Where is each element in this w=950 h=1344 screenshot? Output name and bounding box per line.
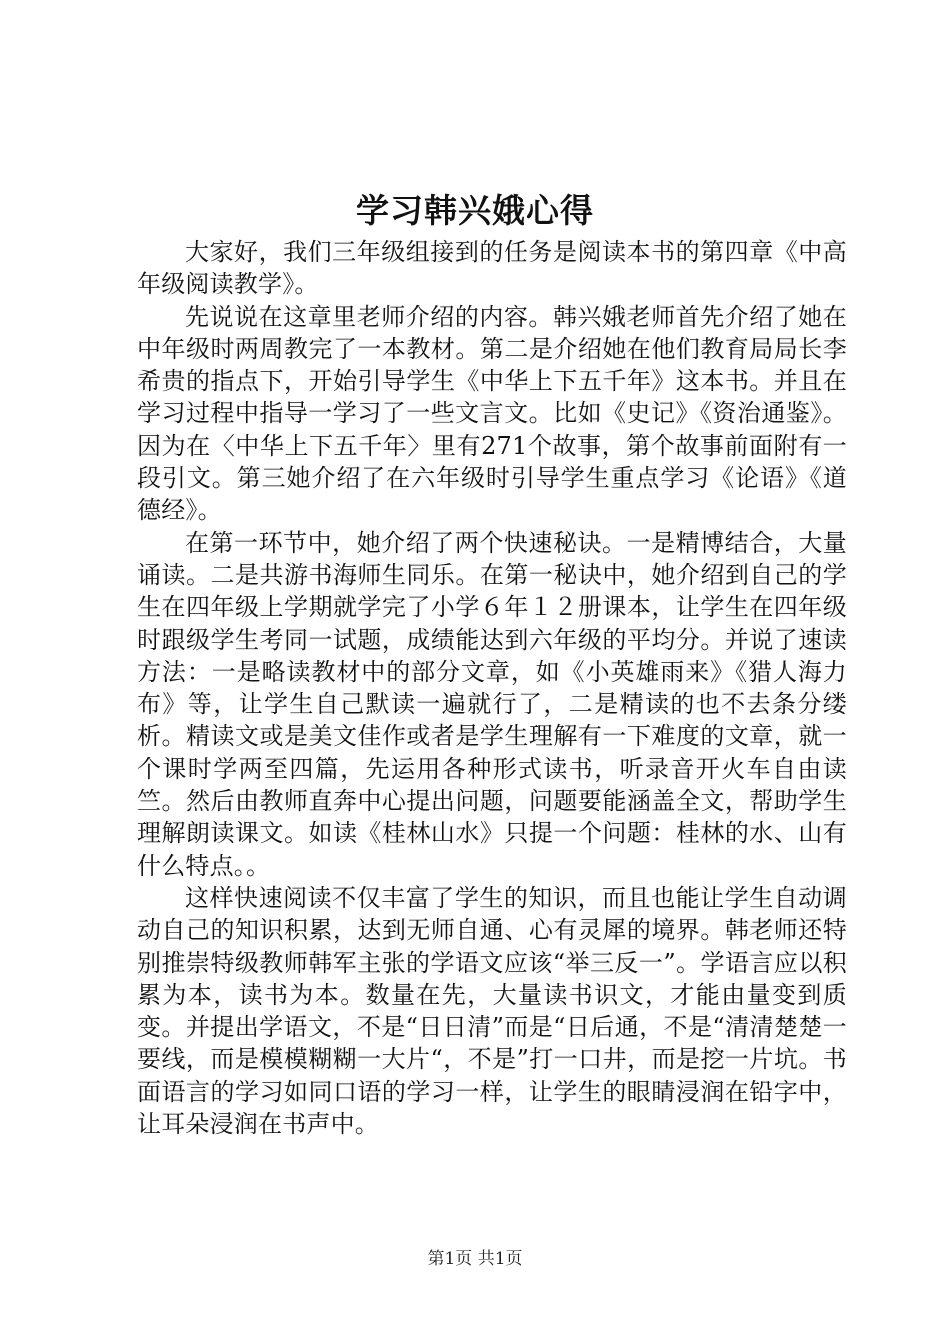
paragraph-3: 在第一环节中，她介绍了两个快速秘诀。一是精博结合，大量诵读。二是共游书海师生同乐。在第一秘诀中，她介绍到自己的学生在四年级上学期就学完了小学６年１２册课本，让学生在四年级时跟级学生考同一试题，成绩能达到六年级的平均分。并说了速读方法：一是略读教材中的部分文章，如《小英雄雨来》《猎人海力布》等，让学生自己默读一遍就行了，二是精读的也不去条分缕析。精读文或是美文佳作或者是学生理解有一下难度的文章，就一个课时学两至四篇，先运用各种形式读书，听录音开火车自由读竺。然后由教师直奔中心提出问题，问题要能涵盖全文，帮助学生理解朗读课文。如读《桂林山水》只提一个问题：桂林的水、山有什么特点。。	[137, 528, 847, 880]
paragraph-1: 大家好，我们三年级组接到的任务是阅读本书的第四章《中高年级阅读教学》。	[137, 238, 847, 299]
page-footer: 第1页 共1页	[427, 1249, 523, 1269]
document-body	[137, 236, 847, 1140]
document-title: 学习韩兴娥心得	[356, 191, 594, 230]
paragraph-2: 先说说在这章里老师介绍的内容。韩兴娥老师首先介绍了她在中年级时两周教完了一本教材。第二是介绍她在他们教育局局长李希贵的指点下，开始引导学生《中华上下五千年》这本书。并且在学习过程中指导一学习了一些文言文。比如《史记》《资治通鉴》。因为在〈中华上下五千年〉里有271个故事，第个故事前面附有一段引文。第三她介绍了在六年级时引导学生重点学习《论语》《道德经》。	[137, 302, 847, 525]
paragraph-4: 这样快速阅读不仅丰富了学生的知识，而且也能让学生自动调动自己的知识积累，达到无师自通、心有灵犀的境界。韩老师还特别推崇特级教师韩军主张的学语文应该“举三反一”。学语言应以积累为本，读书为本。数量在先，大量读书识文，才能由量变到质变。并提出学语文，不是“日日清”而是“日后通，不是“清清楚楚一要线，而是模模糊糊一大片“，不是”打一口井，而是挖一片坑。书面语言的学习如同口语的学习一样，让学生的眼睛浸润在铅字中，让耳朵浸润在书声中。	[137, 883, 847, 1139]
